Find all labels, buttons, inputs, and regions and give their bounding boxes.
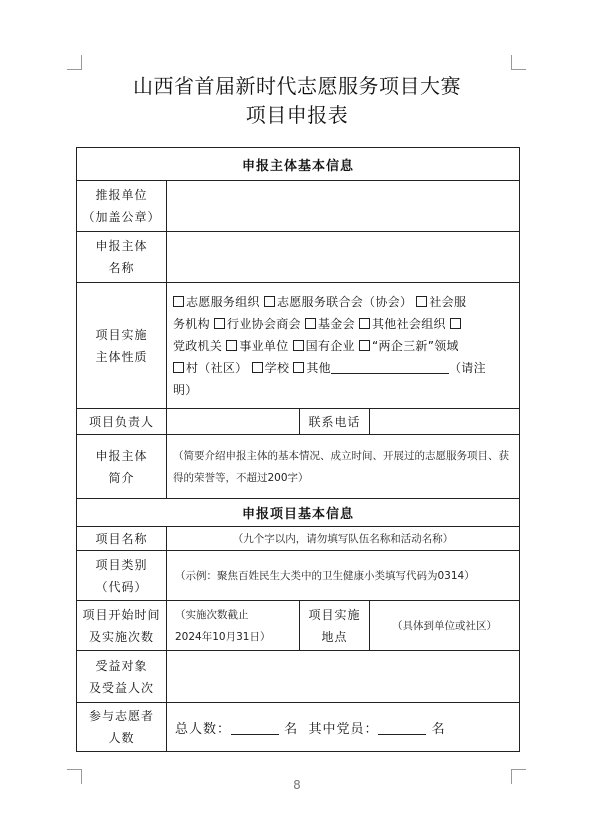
checkbox[interactable] <box>359 318 370 329</box>
checkbox[interactable] <box>416 296 427 307</box>
section-row <box>77 499 520 527</box>
checkbox[interactable] <box>293 362 304 373</box>
checkbox[interactable] <box>450 318 461 329</box>
option-label: 党政机关 <box>173 338 223 353</box>
form-row <box>77 601 520 651</box>
project-name-field[interactable]: （九个字以内，请勿填写队伍名称和活动名称） <box>167 527 520 551</box>
option-label: 其他社会组织 <box>372 316 446 331</box>
option-label: 志愿服务联合会（协会） <box>276 294 413 309</box>
section-header: 申报项目基本信息 <box>77 499 520 527</box>
phone-field[interactable] <box>370 409 520 435</box>
label-line: 及受益人次 <box>88 680 154 695</box>
label-line: 项目实施 <box>308 607 361 622</box>
form-row <box>77 435 520 499</box>
document-title: 山西省首届新时代志愿服务项目大赛 <box>133 74 461 98</box>
checkbox[interactable] <box>173 362 184 373</box>
label-line: 地点 <box>321 629 348 644</box>
option-label: 事业单位 <box>239 338 289 353</box>
total-label: 总人数： <box>175 721 232 737</box>
field-label <box>77 435 167 499</box>
section-row <box>77 148 520 181</box>
checkbox[interactable] <box>293 340 304 351</box>
field-label <box>300 601 370 651</box>
options-line <box>173 379 513 401</box>
checkbox[interactable] <box>252 362 263 373</box>
option-label: 志愿服务组织 <box>186 294 260 309</box>
form-row <box>77 181 520 232</box>
other-blank[interactable] <box>331 361 449 374</box>
label-line: 简介 <box>108 470 135 485</box>
option-label: 社会服 <box>429 294 467 309</box>
label-line: 项目实施 <box>95 327 148 342</box>
option-label: 基金会 <box>317 316 355 331</box>
location-field[interactable]: （具体到单位或社区） <box>370 601 520 651</box>
document-subtitle: 项目申报表 <box>245 103 349 127</box>
checkbox[interactable] <box>264 296 275 307</box>
category-field[interactable]: （示例：聚焦百姓民生大类中的卫生健康小类填写代码为0314） <box>167 551 520 601</box>
corner-mark <box>67 55 82 70</box>
section-header: 申报主体基本信息 <box>77 148 520 181</box>
option-label: （请注 <box>448 360 486 375</box>
label-line: 申报主体 <box>95 448 148 463</box>
intro-field[interactable]: （简要介绍申报主体的基本情况、成立时间、开展过的志愿服务项目、获得的荣誉等，不超过200字） <box>167 435 520 499</box>
checkbox[interactable] <box>226 340 237 351</box>
corner-mark <box>511 55 526 70</box>
option-label: 其他 <box>306 360 331 375</box>
leader-field[interactable] <box>167 409 300 435</box>
hint-line: （实施次数截止 <box>175 608 249 621</box>
field-label <box>77 703 167 752</box>
option-label: 学校 <box>264 360 290 375</box>
options-line <box>173 357 513 379</box>
option-label: 村（社区） <box>186 360 248 375</box>
form-row <box>77 527 520 551</box>
option-label: 行业协会商会 <box>227 316 301 331</box>
option-label: 明） <box>173 382 198 397</box>
field-label <box>77 181 167 232</box>
label-line: 人数 <box>108 731 135 745</box>
field-label <box>77 601 167 651</box>
recommend-unit-field[interactable] <box>167 181 520 232</box>
label-line: 推报单位 <box>95 188 148 202</box>
label-line: 项目开始时间 <box>82 607 161 622</box>
field-label: 项目负责人 <box>77 409 167 435</box>
option-label: “两企三新”领域 <box>371 338 459 353</box>
label-line: 项目类别 <box>95 557 148 572</box>
options-line <box>173 335 513 357</box>
party-label: 其中党员： <box>308 721 379 737</box>
page-number: 8 <box>293 778 301 792</box>
form-row <box>77 409 520 435</box>
label-line: （加盖公章） <box>82 210 161 224</box>
form-row <box>77 551 520 601</box>
beneficiary-field[interactable] <box>167 651 520 703</box>
party-blank[interactable] <box>378 722 426 735</box>
label-line: 主体性质 <box>95 349 148 364</box>
options-line <box>173 291 513 313</box>
checkbox[interactable] <box>214 318 225 329</box>
label-line: （代码） <box>95 579 148 594</box>
field-label: 项目名称 <box>77 527 167 551</box>
form-row <box>77 651 520 703</box>
applicant-name-field[interactable] <box>167 232 520 283</box>
checkbox[interactable] <box>359 340 370 351</box>
volunteer-count-field <box>167 703 520 752</box>
total-blank[interactable] <box>231 722 279 735</box>
field-label <box>77 232 167 283</box>
option-label: 国有企业 <box>305 338 355 353</box>
label-line: 名称 <box>108 261 135 275</box>
unit-label: 名 <box>284 721 299 737</box>
field-label <box>77 551 167 601</box>
options-line <box>173 313 513 335</box>
checkbox[interactable] <box>173 296 184 307</box>
label-line: 受益对象 <box>95 658 148 673</box>
nature-options <box>167 283 520 409</box>
label-line: 及实施次数 <box>88 629 154 644</box>
label-line: 参与志愿者 <box>88 709 154 723</box>
form-row <box>77 283 520 409</box>
hint-line: 2024年10月31日） <box>175 630 271 643</box>
option-label: 务机构 <box>173 316 210 331</box>
form-row <box>77 232 520 283</box>
application-form-table <box>76 147 520 752</box>
field-label <box>77 283 167 409</box>
field-label: 联系电话 <box>300 409 370 435</box>
checkbox[interactable] <box>305 318 316 329</box>
form-row <box>77 703 520 752</box>
unit-label: 名 <box>431 721 446 737</box>
field-label <box>77 651 167 703</box>
label-line: 申报主体 <box>95 239 148 253</box>
start-time-field[interactable] <box>167 601 300 651</box>
